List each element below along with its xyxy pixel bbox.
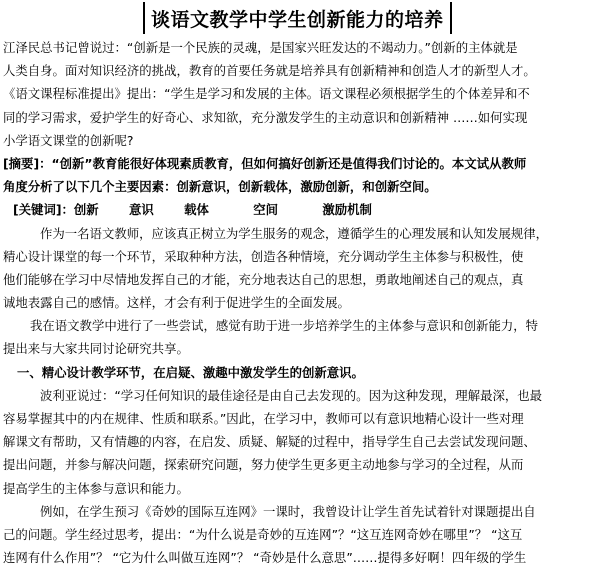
document-body: [3, 36, 607, 569]
paragraph-line: 提高学生的主体参与意识和能力。: [3, 480, 189, 496]
page-title: 谈语文教学中学生创新能力的培养: [151, 8, 444, 31]
paragraph-line: 我在语文教学中进行了一些尝试，感觉有助于进一步培养学生的主体参与意识和创新能力，特: [30, 318, 539, 334]
paragraph-line: 诚地表露自己的感情。这样，才会有利于促进学生的全面发展。: [3, 295, 350, 311]
paragraph-line: 波利亚说过：“学习任何知识的最佳途径是由自己去发现的。因为这种发现，理解最深，也最: [40, 387, 543, 403]
abstract-line: [摘要]：“创新”教育能很好体现素质教育，但如何搞好创新还是值得我们讨论的。本文试从教师: [3, 155, 527, 171]
abstract-line: 角度分析了以下几个主要因素：创新意识，创新载体，激励创新，和创新空间。: [3, 179, 437, 195]
intro-line: 小学语文课堂的创新呢?: [3, 132, 134, 148]
keywords-label: [关键词]：创新: [13, 202, 99, 218]
section-heading: 一、精心设计教学环节，在启疑、激趣中激发学生的创新意识。: [17, 364, 364, 380]
paragraph-line: 作为一名语文教师，应该真正树立为学生服务的观念，遵循学生的心理发展和认知发展规律，: [40, 225, 549, 241]
title-row: [0, 0, 610, 36]
keyword-item: 意识: [129, 202, 154, 218]
keywords-line: [3, 198, 607, 221]
keyword-item: 激励机制: [322, 202, 372, 218]
intro-line: 《语文课程标准提出》提出：“学生是学习和发展的主体。语文课程必须根据学生的个体差异和不: [3, 86, 530, 102]
paragraph-line: 精心设计课堂的每一个环节，采取种种方法，创造各种情境，充分调动学生主体参与积极性，使: [3, 248, 524, 264]
paragraph-line: 己的问题。学生经过思考，提出：“为什么说是奇妙的互连网”？“这互连网奇妙在哪里”？ “这互: [3, 526, 523, 542]
paragraph-line: 提出问题，并参与解决问题，探索研究问题，努力使学生更多更主动地参与学习的全过程，从而: [3, 457, 524, 473]
paragraph-line: 容易掌握其中的内在规律、性质和联系。”因此，在学习中，教师可以有意识地精心设计一些对理: [3, 411, 524, 426]
paragraph-line: 例如，在学生预习《奇妙的国际互连网》一课时，我曾设计让学生首先试着针对课题提出自: [40, 503, 536, 519]
paragraph-line: 提出来与大家共同讨论研究共享。: [3, 341, 189, 357]
intro-line: 江泽民总书记曾说过：“创新是一个民族的灵魂，是国家兴旺发达的不竭动力。”创新的主体就是: [3, 40, 518, 55]
keyword-item: 空间: [253, 202, 278, 218]
paragraph-line: 解课文有帮助，又有情趣的内容，在启发、质疑、解疑的过程中，指导学生自己去尝试发现问题、: [3, 434, 536, 450]
paragraph-line: 连网有什么作用”？ “它为什么叫做互连网”？ “奇妙是什么意思”……提得多好啊！四年级的学生: [3, 550, 527, 566]
title-box: [143, 2, 452, 34]
paragraph-line: 他们能够在学习中尽情地发挥自己的才能，充分地表达自己的思想，勇敢地阐述自己的观点，真: [3, 271, 524, 287]
intro-line: 同的学习需求，爱护学生的好奇心、求知欲，充分激发学生的主动意识和创新精神 ……如何实现: [3, 109, 528, 125]
intro-line: 人类自身。面对知识经济的挑战，教育的首要任务就是培养具有创新精神和创造人才的新型人才。: [3, 63, 536, 79]
keyword-item: 载体: [184, 202, 209, 218]
